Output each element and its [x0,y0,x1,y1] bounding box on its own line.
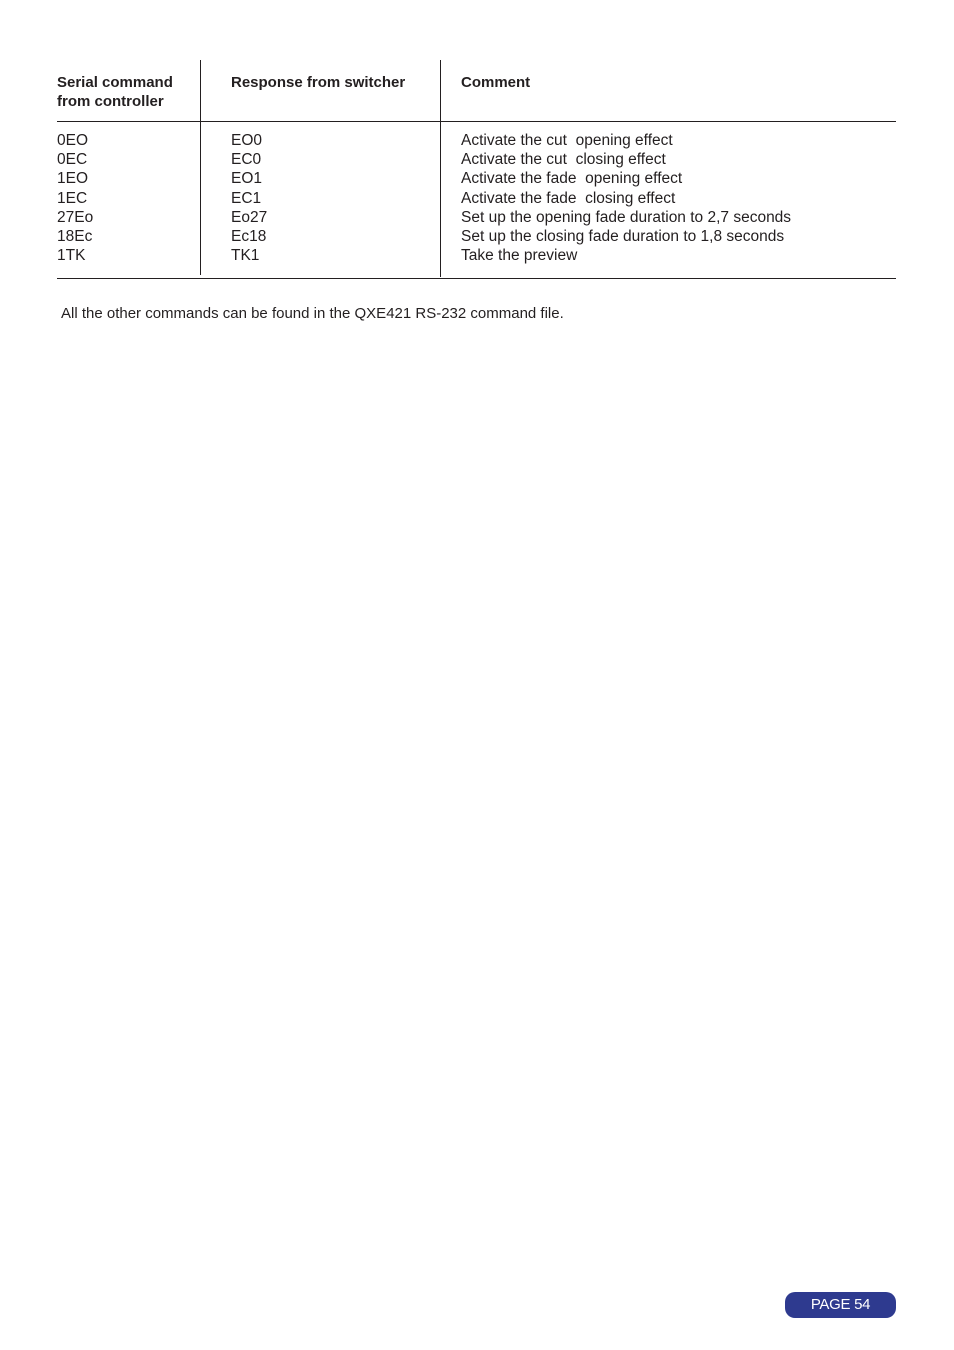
table-cell: Set up the opening fade duration to 2,7 seconds [461,208,792,226]
table-cell: 1EO [57,170,89,188]
comment-column [461,131,891,265]
table-cell: 1EC [57,189,88,207]
header-comment: Comment [461,74,531,91]
table-cell: Take the preview [461,247,578,265]
table-cell: Ec18 [231,228,267,246]
table-cell: TK1 [231,247,260,265]
page-number-badge: PAGE 54 [785,1292,896,1318]
table-cell: EC1 [231,189,262,207]
table-cell: EC0 [231,151,262,169]
column-divider [200,60,201,275]
command-table [57,60,896,279]
table-cell: Activate the fade closing effect [461,189,676,207]
table-cell: Activate the fade opening effect [461,170,683,188]
table-cell: 27Eo [57,208,94,226]
serial-command-column [57,131,197,265]
header-response: Response from switcher [231,74,406,91]
header-serial-command: Serial command from controller [57,74,173,110]
table-bottom-rule [57,278,896,279]
table-cell: Activate the cut closing effect [461,151,666,169]
table-cell: 18Ec [57,228,93,246]
table-cell: Eo27 [231,208,268,226]
table-cell: 1TK [57,247,86,265]
column-divider [440,60,441,277]
table-cell: EO0 [231,132,263,149]
commands-note: All the other commands can be found in the QXE421 RS-232 command file. [61,305,564,322]
table-cell: 0EC [57,151,88,169]
table-cell: 0EO [57,132,89,149]
table-cell: Set up the closing fade duration to 1,8 seconds [461,228,785,246]
table-cell: EO1 [231,170,263,188]
table-cell: Activate the cut opening effect [461,132,673,149]
header-rule [57,121,896,122]
response-column [231,131,436,265]
